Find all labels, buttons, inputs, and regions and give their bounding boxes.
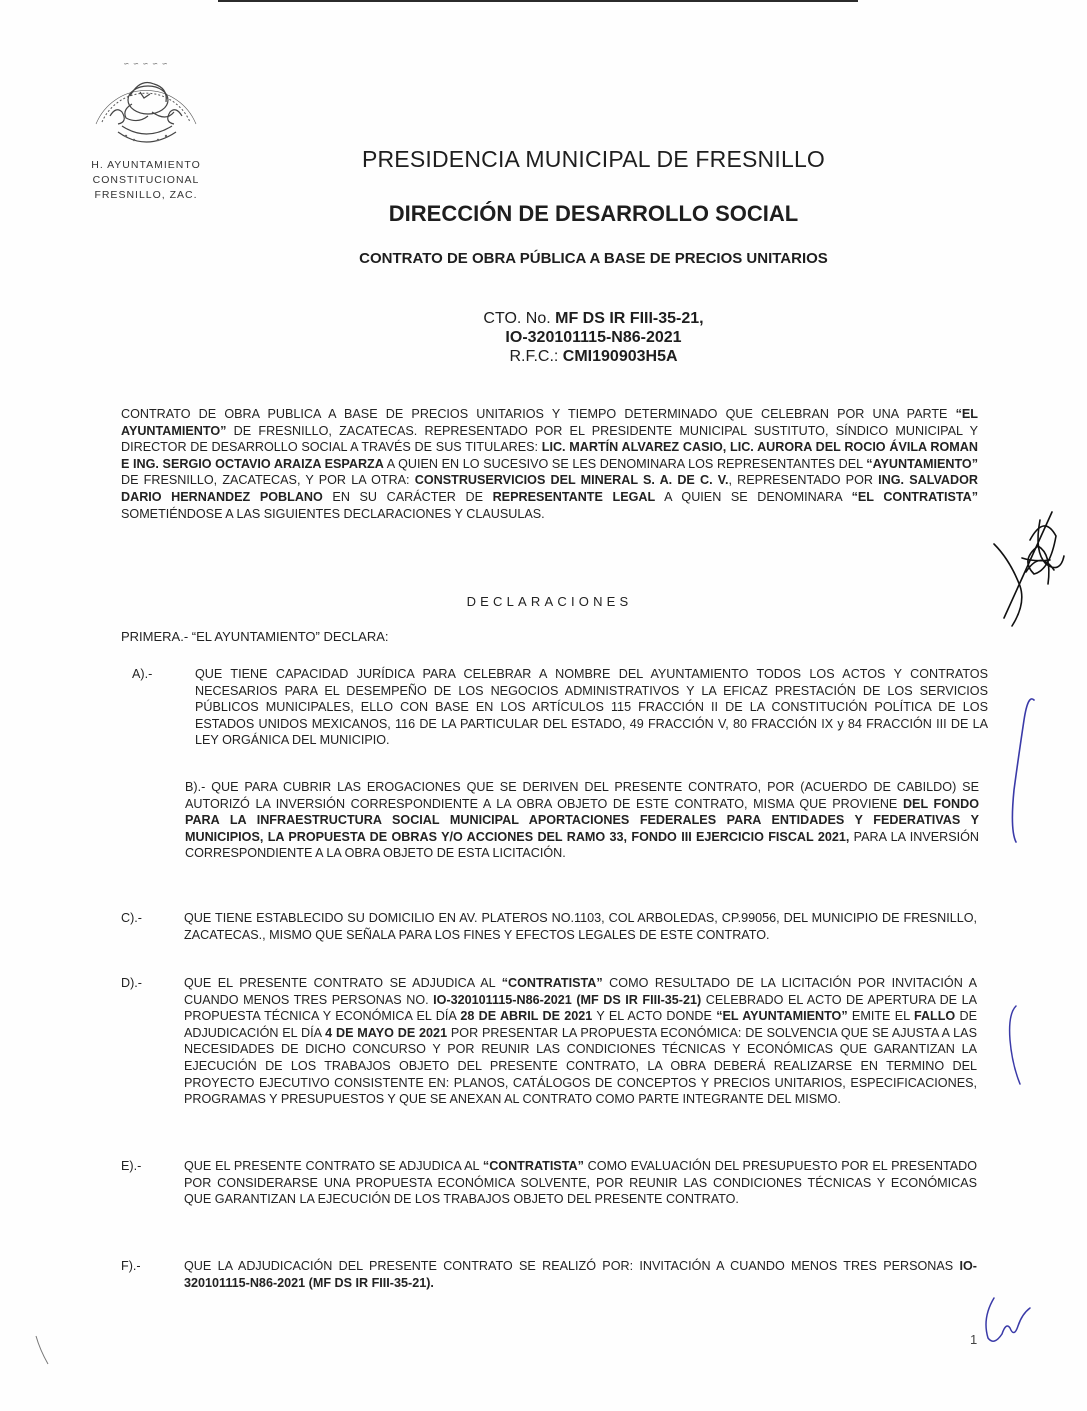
seal-line-2: CONSTITUCIONAL bbox=[92, 174, 200, 186]
margin-mark bbox=[30, 1330, 60, 1370]
declaration-e-text: QUE EL PRESENTE CONTRATO SE ADJUDICA AL “CONTRATISTA” COMO EVALUACIÓN DEL PRESUPUESTO POR EL PRESENTADO POR CONSIDERARSE UNA PROPUESTA ECONÓMICA SOLVENTE, POR REUNIR LAS CONDICIONES TÉCNICAS Y ECONÓMICAS QUE GARANTIZAN LA EJECUCIÓN DE LOS TRABAJOS OBJETO DEL PRESENTE CONTRATO. bbox=[184, 1159, 977, 1207]
declaration-f-label: F).- bbox=[121, 1259, 141, 1273]
cto-number: MF DS IR FIII-35-21, bbox=[555, 310, 704, 327]
declaration-d-text: QUE EL PRESENTE CONTRATO SE ADJUDICA AL “CONTRATISTA” COMO RESULTADO DE LA LICITACIÓN POR INVITACIÓN A CUANDO MENOS TRES PERSONAS NO. IO-320101115-N86-2021 (MF DS IR FIII-35-21) CELEBRADO EL ACTO DE APERTURA DE LA PROPUESTA TÉCNICA Y ECONÓMICA EL DÍA 28 DE ABRIL DE 2021 Y EL ACTO DONDE “EL AYUNTAMIENTO” EMITE EL FALLO DE ADJUDICACIÓN EL DÍA 4 DE MAYO DE 2021 POR PRESENTAR LA PROPUESTA ECONÓMICA: DE SOLVENCIA QUE SE AJUSTA A LAS NECESIDADES DE DICHO CONCURSO Y POR REUNIR LAS CONDICIONES TÉCNICAS Y ECONÓMICAS QUE GARANTIZAN LA EJECUCIÓN DE LOS TRABAJOS OBJETO DEL PRESENTE CONTRATO, LA OBRA DEBERÁ REALIZARSE EN TERMINO DEL PROYECTO EJECUTIVO CONSISTENTE EN: PLANOS, CATÁLOGOS DE CONCEPTOS Y PRECIOS UNITARIOS, ESPECIFICACIONES, PROGRAMAS Y PRESUPUESTOS Y QUE SE ANEXAN AL CONTRATO COMO PARTE INTEGRANTE DEL MISMO. bbox=[184, 976, 978, 1107]
initial-blue-2 bbox=[1000, 1000, 1030, 1090]
declaration-f-text: QUE LA ADJUDICACIÓN DEL PRESENTE CONTRATO SE REALIZÓ POR: INVITACIÓN A CUANDO MENOS TRES PERSONAS IO-320101115-N86-2021 (MF DS IR FIII-35-21). bbox=[184, 1259, 977, 1290]
declaration-a-label: A).- bbox=[132, 667, 153, 681]
declaration-a-text: QUE TIENE CAPACIDAD JURÍDICA PARA CELEBRAR A NOMBRE DEL AYUNTAMIENTO TODOS LOS ACTOS Y CONTRATOS NECESARIOS PARA EL DESEMPEÑO DE LOS NEGOCIOS ADMINISTRATIVOS Y LA EFICAZ PRESTACIÓN DE LOS SERVICIOS PÚBLICOS MUNICIPALES, ELLO CON BASE EN LOS ARTÍCULOS 115 FRACCIÓN II DE LA CONSTITUCIÓN POLÍTICA DE LOS ESTADOS UNIDOS MEXICANOS, 116 DE LA PARTICULAR DEL ESTADO, 49 FRACCIÓN V, 80 FRACCIÓN IX y 84 FRACCIÓN III DE LA LEY ORGÁNICA DEL MUNICIPIO. bbox=[195, 667, 988, 748]
declaration-b: B).- QUE PARA CUBRIR LAS EROGACIONES QUE SE DERIVEN DEL PRESENTE CONTRATO, POR (ACUERDO DE CABILDO) SE AUTORIZÓ LA INVERSIÓN CORRESPONDIENTE A LA OBRA OBJETO DE ESTE CONTRATO, MISMA QUE PROVIENE DEL FONDO PARA LA INFRAESTRUCTURA SOCIAL MUNICIPAL APORTACIONES FEDERALES PARA ENTIDADES Y FEDERATIVAS Y MUNICIPIOS, LA PROPUESTA DE OBRAS Y/O ACCIONES DEL RAMO 33, FONDO III EJERCICIO FISCAL 2021, PARA LA INVERSIÓN CORRESPONDIENTE A LA OBRA OBJETO DE ESTA LICITACIÓN. bbox=[185, 780, 979, 861]
initial-blue-1 bbox=[1004, 690, 1044, 850]
declaration-d-label: D).- bbox=[121, 976, 142, 990]
contract-identifiers bbox=[0, 309, 1087, 366]
contract-type-title: CONTRATO DE OBRA PÚBLICA A BASE DE PRECIOS UNITARIOS bbox=[359, 250, 828, 267]
signature-black-scribble bbox=[990, 500, 1070, 630]
primera-heading: PRIMERA.- “EL AYUNTAMIENTO” DECLARA: bbox=[121, 629, 389, 644]
seal-line-3: FRESNILLO, ZAC. bbox=[94, 189, 198, 201]
declaration-c-text: QUE TIENE ESTABLECIDO SU DOMICILIO EN AV. PLATEROS NO.1103, COL ARBOLEDAS, CP.99056, DEL MUNICIPIO DE FRESNILLO, ZACATECAS., MISMO QUE SEÑALA PARA LOS FINES Y EFECTOS LEGALES DE ESTE CONTRATO. bbox=[184, 911, 977, 942]
seal-line-1: H. AYUNTAMIENTO bbox=[91, 159, 201, 171]
rfc-prefix: R.F.C.: bbox=[509, 348, 563, 365]
top-border-line bbox=[218, 0, 858, 2]
rfc-value: CMI190903H5A bbox=[562, 348, 678, 365]
department-title: DIRECCIÓN DE DESARROLLO SOCIAL bbox=[388, 201, 799, 226]
cto-prefix: CTO. No. bbox=[483, 310, 556, 327]
intro-paragraph: CONTRATO DE OBRA PUBLICA A BASE DE PRECIOS UNITARIOS Y TIEMPO DETERMINADO QUE CELEBRAN POR UNA PARTE “EL AYUNTAMIENTO” DE FRESNILLO, ZACATECAS. REPRESENTADO POR EL PRESIDENTE MUNICIPAL SUSTITUTO, SÍNDICO MUNICIPAL Y DIRECTOR DE DESARROLLO SOCIAL A TRAVÉS DE SUS TITULARES: LIC. MARTÍN ALVAREZ CASIO, LIC. AURORA DEL ROCIO ÁVILA ROMAN E ING. SERGIO OCTAVIO ARAIZA ESPARZA A QUIEN EN LO SUCESIVO SE LES DENOMINARA LOS REPRESENTANTES DEL “AYUNTAMIENTO” DE FRESNILLO, ZACATECAS, Y POR LA OTRA: CONSTRUSERVICIOS DEL MINERAL S. A. DE C. V., REPRESENTADO POR ING. SALVADOR DARIO HERNANDEZ POBLANO EN SU CARÁCTER DE REPRESENTANTE LEGAL A QUIEN SE DENOMINARA “EL CONTRATISTA” SOMETIÉNDOSE A LAS SIGUIENTES DECLARACIONES Y CLAUSULAS. bbox=[121, 407, 979, 521]
declaration-e-label: E).- bbox=[121, 1159, 142, 1173]
municipality-title: PRESIDENCIA MUNICIPAL DE FRESNILLO bbox=[361, 146, 826, 172]
svg-text:∽ ∽ ∽ ∽ ∽: ∽ ∽ ∽ ∽ ∽ bbox=[123, 60, 169, 68]
coat-of-arms-seal bbox=[82, 52, 210, 157]
declaration-c-label: C).- bbox=[121, 911, 142, 925]
page-number: 1 bbox=[970, 1332, 978, 1347]
io-number: IO-320101115-N86-2021 bbox=[505, 329, 682, 346]
declaraciones-heading: DECLARACIONES bbox=[466, 594, 633, 609]
initial-blue-3 bbox=[980, 1288, 1040, 1348]
